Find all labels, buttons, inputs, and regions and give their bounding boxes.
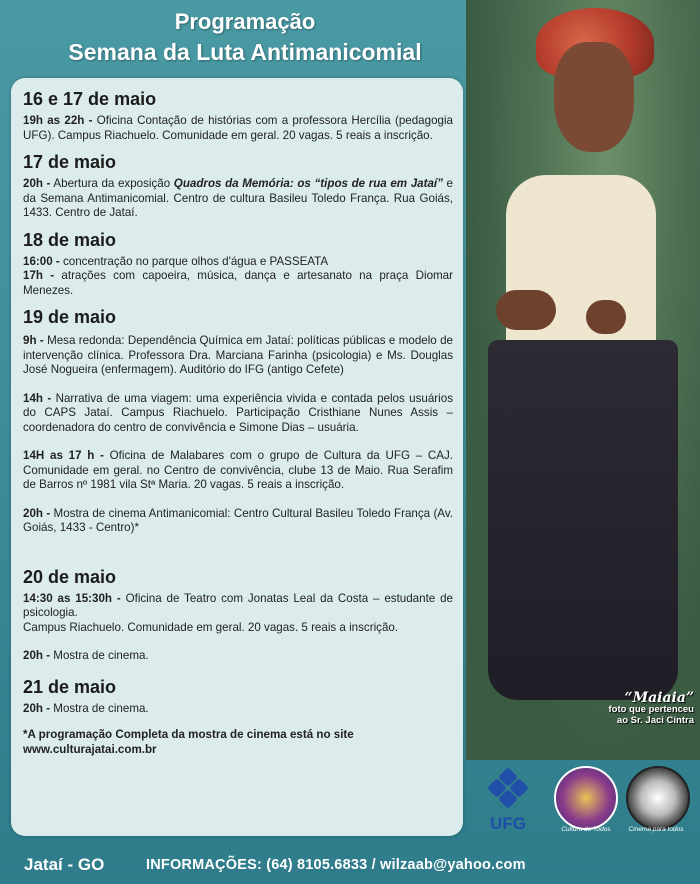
- event-time: 20h -: [23, 506, 51, 520]
- ufg-label: UFG: [490, 814, 526, 833]
- website-link[interactable]: www.culturajatai.com.br: [23, 742, 157, 756]
- event-item: [23, 255, 453, 270]
- event-item: [23, 592, 453, 621]
- event-text: Oficina de Teatro com Jonatas Leal da Costa – estudante de psicologia.: [23, 591, 453, 619]
- arm-shape: [496, 290, 556, 330]
- event-item: [23, 334, 453, 378]
- event-item: [23, 649, 453, 664]
- event-time: 20h -: [23, 177, 51, 190]
- portrait-photo: [466, 0, 700, 760]
- title-line2: Semana da Luta Antimanicomial: [68, 39, 422, 65]
- event-text: e da Semana Antimanicomial. Centro de cultura Basileu Toledo França. Rua Goiás, 1433. Centro de Jataí.: [23, 177, 453, 219]
- event-item: [23, 507, 453, 536]
- day-heading: 17 de maio: [23, 152, 117, 172]
- event-time: 19h as 22h -: [23, 114, 93, 127]
- event-item: [23, 449, 453, 493]
- day-heading: 20 de maio: [23, 566, 117, 587]
- day-heading: 21 de maio: [23, 676, 117, 697]
- day-heading: 18 de maio: [23, 229, 117, 250]
- caption-line: foto que pertenceu: [608, 704, 694, 715]
- event-highlight: Quadros da Memória: os “tipos de rua em Jataí”: [173, 177, 443, 190]
- event-item: [23, 621, 453, 636]
- event-time: 20h -: [23, 701, 51, 715]
- secretaria-cultura-logo: [554, 766, 618, 830]
- event-text: concentração no parque olhos d'água e PASSEATA: [59, 254, 329, 268]
- event-item: [23, 177, 453, 221]
- footer-contact: INFORMAÇÕES: (64) 8105.6833 / wilzaab@yahoo.com: [146, 857, 526, 873]
- cineclube-logo: [626, 766, 690, 830]
- cineclube-caption: Cinema para todos: [628, 826, 684, 833]
- event-item: [23, 114, 453, 143]
- event-time: 14:30 as 15:30h -: [23, 591, 121, 605]
- schedule-content: [23, 88, 453, 757]
- event-text: Mostra de cinema.: [50, 701, 149, 715]
- event-text: Oficina Contação de histórias com a professora Hercília (pedagogia UFG). Campus Riachuelo. Comunidade em geral. 20 vagas. 5 reais a inscrição.: [23, 114, 453, 142]
- event-time: 17h -: [23, 269, 55, 282]
- event-time: 20h -: [23, 649, 51, 662]
- event-text: Abertura da exposição: [50, 177, 174, 190]
- day-heading: 19 de maio: [23, 307, 117, 327]
- event-item: [23, 392, 453, 436]
- event-text: Mostra de cinema Antimanicomial: Centro Cultural Basileu Toledo França (Av. Goiás, 1433 - Centro)*: [23, 506, 453, 534]
- event-time: 14H as 17 h -: [23, 449, 104, 462]
- event-item: [23, 269, 453, 298]
- event-text: Narrativa de uma viagem: uma experiência vivida e contada pelos usuários do CAPS Jataí. Campus Riachuelo. Participação Cristhiane Nunes Assis – coordenadora do centro de convivência e Simone Dias – usuária.: [23, 391, 453, 434]
- title-line1: Programação: [174, 9, 316, 34]
- event-text: Mesa redonda: Dependência Química em Jataí: políticas públicas e modelo de intervenção clínica. Professora Dra. Marciana Farinha (psicologia) e Ms. Douglas José Nogueira (enfermagem). Auditório do IFG (antigo Cefete): [23, 334, 453, 376]
- event-time: 14h -: [23, 391, 52, 405]
- ufg-logo: [486, 770, 530, 834]
- face-shape: [554, 42, 634, 152]
- ufg-hex-icon: [486, 770, 530, 806]
- caption-name: “Maiaia”: [624, 690, 694, 706]
- footer-city: Jataí - GO: [24, 855, 105, 874]
- skirt-shape: [488, 340, 678, 700]
- caption-line: ao Sr. Jaci Cintra: [616, 715, 694, 726]
- secretaria-caption: Cultura de Todos: [561, 826, 611, 833]
- event-text: Mostra de cinema.: [50, 649, 149, 662]
- event-text: atrações com capoeira, música, dança e artesanato na praça Diomar Menezes.: [23, 269, 453, 297]
- event-item: [23, 702, 453, 717]
- arm-shape: [586, 300, 626, 334]
- event-time: 16:00 -: [23, 254, 60, 268]
- event-text: Campus Riachuelo. Comunidade em geral. 20 vagas. 5 reais a inscrição.: [23, 620, 399, 634]
- event-time: 9h -: [23, 334, 44, 347]
- footer: [0, 852, 700, 884]
- sponsor-logos: [476, 760, 700, 840]
- cinema-note: *A programação Completa da mostra de cinema está no site: [23, 728, 354, 741]
- photo-caption: [608, 690, 694, 726]
- event-text: Oficina de Malabares com o grupo de Cultura da UFG – CAJ. Comunidade em geral. no Centro de convivência, clube 13 de Maio. Rua Serafim de Barros nº 1981 vila Stª Maria. 20 vagas. 5 reais a inscrição.: [23, 449, 453, 491]
- day-heading: 16 e 17 de maio: [23, 89, 157, 109]
